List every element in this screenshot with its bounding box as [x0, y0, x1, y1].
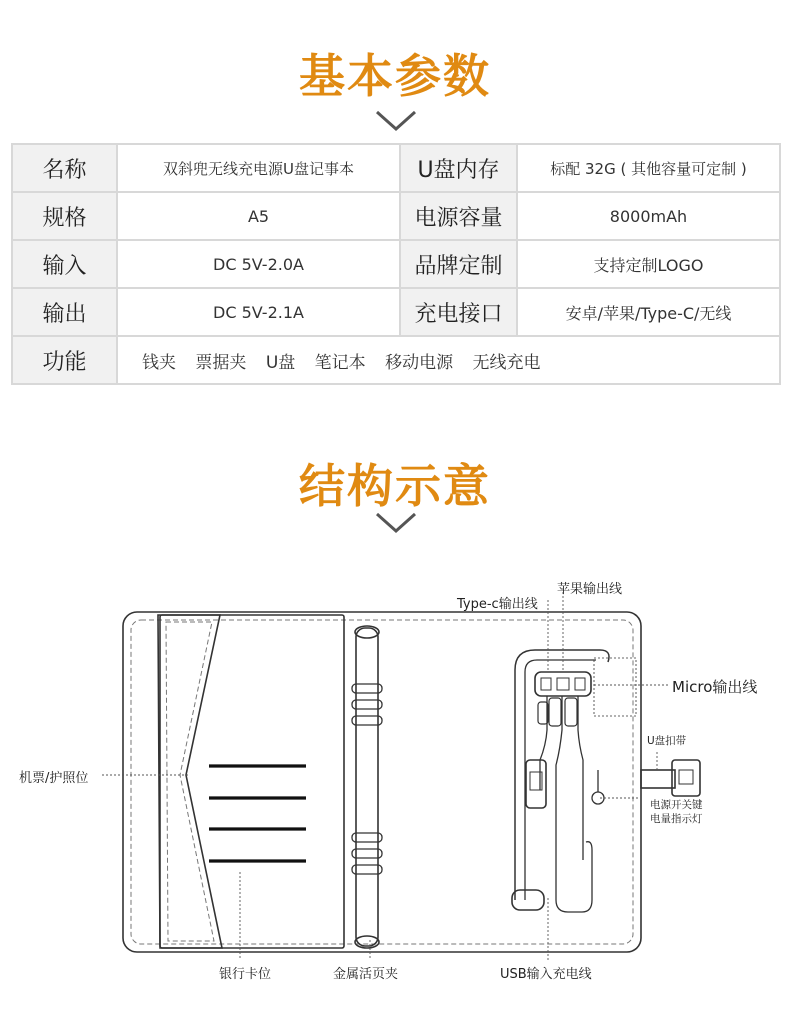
param-header: 规格: [12, 192, 117, 240]
params-table: [11, 143, 781, 385]
param-header: 名称: [12, 144, 117, 192]
function-item: 票据夹: [195, 352, 247, 373]
param-header: 输入: [12, 240, 117, 288]
chevron-down-icon: [375, 110, 417, 132]
cable-loop: [515, 650, 609, 900]
param-header: 输出: [12, 288, 117, 336]
udisk-strap: [641, 770, 675, 788]
structure-diagram: [0, 560, 790, 1030]
usb-plug: [526, 760, 546, 808]
table-row: [12, 288, 780, 336]
param-value: 8000mAh: [517, 192, 780, 240]
label-udisk-strap: U盘扣带: [647, 735, 687, 747]
table-row: [12, 192, 780, 240]
label-typec: Type-c输出线: [457, 597, 538, 612]
param-value: 标配 32G ( 其他容量可定制 ): [517, 144, 780, 192]
label-power-key: 电源开关键: [650, 799, 703, 811]
label-apple: 苹果输出线: [557, 582, 623, 597]
function-item: 笔记本: [314, 352, 366, 373]
param-value: DC 5V-2.1A: [117, 288, 400, 336]
table-row: [12, 336, 780, 384]
param-value: 双斜兜无线充电源U盘记事本: [117, 144, 400, 192]
power-key: [592, 792, 604, 804]
param-value: 支持定制LOGO: [517, 240, 780, 288]
function-item: 无线充电: [472, 352, 541, 373]
label-usb-in: USB输入充电线: [500, 967, 592, 982]
param-value: 安卓/苹果/Type-C/无线: [517, 288, 780, 336]
card-slots: [209, 766, 306, 861]
structure-section-title: 结构示意: [299, 459, 491, 513]
function-item: U盘: [265, 352, 296, 373]
label-indicator: 电量指示灯: [650, 813, 703, 825]
param-header: 电源容量: [400, 192, 517, 240]
params-section-title: 基本参数: [299, 49, 491, 103]
label-bank-card: 银行卡位: [219, 967, 272, 982]
label-micro: Micro输出线: [672, 678, 758, 696]
notebook-outline: [123, 612, 641, 952]
param-header: U盘内存: [400, 144, 517, 192]
binder-ring: [356, 628, 378, 946]
function-item: 移动电源: [385, 352, 454, 373]
chevron-down-icon: [375, 512, 417, 534]
label-ticket: 机票/护照位: [19, 771, 89, 786]
function-item: 钱夹: [142, 352, 176, 373]
param-header: 功能: [12, 336, 117, 384]
param-value: A5: [117, 192, 400, 240]
function-list: [117, 336, 780, 384]
param-header: 品牌定制: [400, 240, 517, 288]
param-value: DC 5V-2.0A: [117, 240, 400, 288]
table-row: [12, 144, 780, 192]
label-binder: 金属活页夹: [333, 967, 399, 982]
param-header: 充电接口: [400, 288, 517, 336]
plug-group: [535, 672, 591, 696]
table-row: [12, 240, 780, 288]
